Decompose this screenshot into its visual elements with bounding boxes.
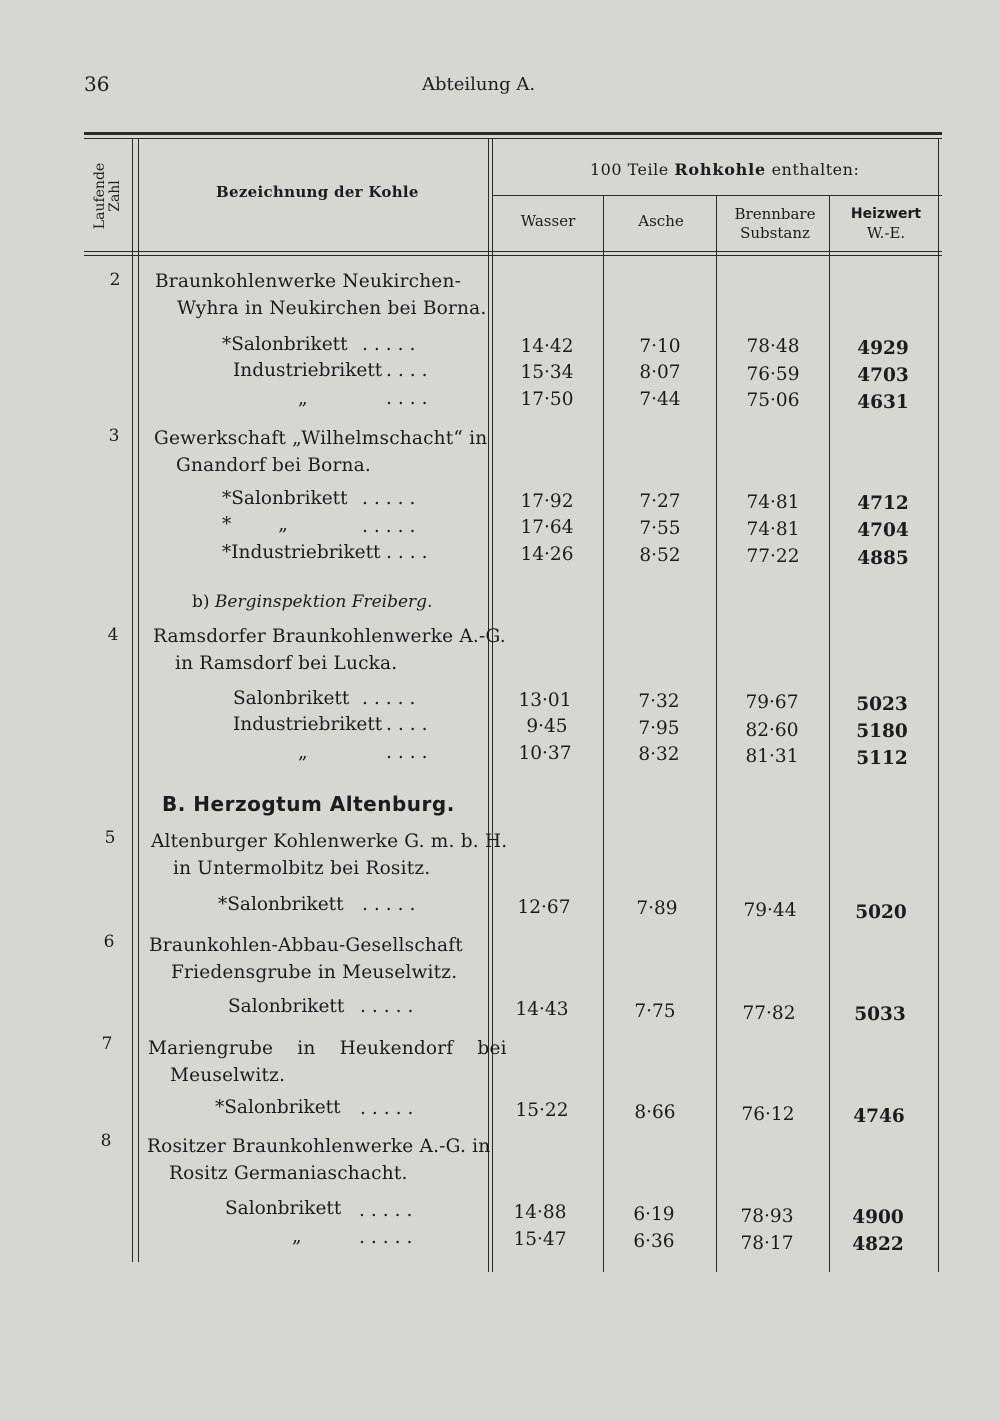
value-brennbare: 78·93 <box>740 1206 794 1227</box>
col-divider <box>829 195 830 1272</box>
value-brennbare: 77·82 <box>742 1003 796 1024</box>
value-heizwert: 5023 <box>856 694 908 715</box>
value-asche: 7·27 <box>639 491 681 512</box>
value-brennbare: 79·67 <box>745 692 799 713</box>
value-wasser: 17·64 <box>520 517 574 538</box>
value-brennbare: 76·59 <box>746 364 800 385</box>
product-name: Industriebrikett <box>233 714 383 735</box>
col-divider <box>603 195 604 1272</box>
header-bottom-rule <box>84 251 942 252</box>
header-laufende-zahl-text: Laufende Zahl <box>92 162 124 230</box>
leader-dots: ..... <box>362 334 422 355</box>
product-name: *Salonbrikett <box>222 334 348 355</box>
entry-number: 8 <box>100 1131 112 1151</box>
value-brennbare: 76·12 <box>741 1104 795 1125</box>
value-asche: 7·10 <box>639 336 681 357</box>
value-wasser: 17·50 <box>520 389 574 410</box>
header-group-label <box>590 160 859 179</box>
value-wasser: 15·47 <box>513 1229 567 1250</box>
value-wasser: 15·34 <box>520 362 574 383</box>
col-divider <box>488 138 489 1272</box>
leader-dots: .... <box>386 360 434 381</box>
header-wasser: Wasser <box>520 212 576 230</box>
col-divider <box>132 138 133 1262</box>
value-wasser: 14·88 <box>513 1202 567 1223</box>
header-bezeichnung: Bezeichnung der Kohle <box>216 183 419 201</box>
group-header-rule <box>492 195 942 196</box>
value-brennbare: 74·81 <box>746 519 800 540</box>
value-wasser: 14·42 <box>520 336 574 357</box>
subsection-heading: b) Berginspektion Freiberg. <box>192 592 433 612</box>
col-divider <box>492 138 493 1272</box>
product-name: „ <box>298 388 308 409</box>
value-wasser: 14·43 <box>515 999 569 1020</box>
entry-number: 3 <box>108 426 120 446</box>
header-laufende-zahl <box>84 142 132 250</box>
product-name: Salonbrikett <box>233 688 350 709</box>
entry-company: Braunkohlenwerke Neukirchen- Wyhra in Neukirchen bei Borna. <box>155 271 487 319</box>
product-name: *Industriebrikett <box>222 542 381 563</box>
leader-dots: .... <box>386 388 434 409</box>
section-heading: B. Herzogtum Altenburg. <box>162 792 455 816</box>
value-wasser: 15·22 <box>515 1100 569 1121</box>
value-brennbare: 75·06 <box>746 390 800 411</box>
value-asche: 7·95 <box>638 718 680 739</box>
header-group-suffix: enthalten: <box>771 160 860 179</box>
table-top-rule <box>84 132 942 135</box>
value-brennbare: 82·60 <box>745 720 799 741</box>
value-brennbare: 81·31 <box>745 746 799 767</box>
product-name: *Salonbrikett <box>215 1097 341 1118</box>
value-heizwert: 4885 <box>857 548 909 569</box>
entry-company: Ramsdorfer Braunkohlenwerke A.-G. in Ramsdorf bei Lucka. <box>153 626 506 674</box>
value-asche: 6·36 <box>633 1231 675 1252</box>
value-heizwert: 4712 <box>857 493 909 514</box>
leader-dots: .... <box>386 742 434 763</box>
product-name: „ <box>298 742 308 763</box>
header-bottom-rule-2 <box>84 255 942 256</box>
value-wasser: 14·26 <box>520 544 574 565</box>
value-brennbare: 78·17 <box>740 1233 794 1254</box>
value-brennbare: 77·22 <box>746 546 800 567</box>
value-asche: 8·32 <box>638 744 680 765</box>
value-brennbare: 78·48 <box>746 336 800 357</box>
value-brennbare: 74·81 <box>746 492 800 513</box>
entry-number: 7 <box>101 1034 113 1054</box>
product-name: *Salonbrikett <box>218 894 344 915</box>
value-wasser: 9·45 <box>526 716 568 737</box>
entry-company: Altenburger Kohlenwerke G. m. b. H. in Untermolbitz bei Rositz. <box>151 831 508 879</box>
value-heizwert: 4929 <box>857 338 909 359</box>
leader-dots: ..... <box>360 1098 420 1119</box>
col-divider <box>938 138 939 1272</box>
page-title: Abteilung A. <box>422 74 536 95</box>
header-asche: Asche <box>638 212 684 230</box>
value-heizwert: 5033 <box>854 1004 906 1025</box>
value-heizwert: 5020 <box>855 902 907 923</box>
entry-number: 5 <box>104 828 116 848</box>
value-asche: 8·66 <box>634 1102 676 1123</box>
entry-company: Gewerkschaft „Wilhelmschacht“ in Gnandorf bei Borna. <box>154 428 488 476</box>
leader-dots: ..... <box>359 1227 419 1248</box>
value-heizwert: 4900 <box>852 1207 904 1228</box>
product-name: Salonbrikett <box>225 1198 342 1219</box>
value-heizwert: 5112 <box>856 748 908 769</box>
leader-dots: ..... <box>362 516 422 537</box>
page-number: 36 <box>84 72 110 96</box>
value-brennbare: 79·44 <box>743 900 797 921</box>
header-group-bold: Rohkohle <box>674 160 766 179</box>
entry-company: Mariengrube in Heukendorf bei Meuselwitz. <box>148 1038 507 1086</box>
leader-dots: ..... <box>362 488 422 509</box>
col-divider <box>716 195 717 1272</box>
value-wasser: 17·92 <box>520 491 574 512</box>
header-brennbare: Brennbare Substanz <box>734 205 816 242</box>
value-heizwert: 4746 <box>853 1106 905 1127</box>
product-name: „ <box>292 1226 302 1247</box>
header-heizwert: Heizwert W.-E. <box>850 206 922 242</box>
leader-dots: ..... <box>360 996 420 1017</box>
entry-number: 4 <box>107 625 119 645</box>
value-asche: 6·19 <box>633 1204 675 1225</box>
entry-company: Braunkohlen-Abbau-Gesellschaft Friedensgrube in Meuselwitz. <box>149 935 463 983</box>
value-heizwert: 4704 <box>857 520 909 541</box>
value-asche: 8·07 <box>639 362 681 383</box>
entry-number: 6 <box>103 932 115 952</box>
product-name: Salonbrikett <box>228 996 345 1017</box>
table-top-rule-thin <box>84 138 942 139</box>
product-name: *Salonbrikett <box>222 488 348 509</box>
value-asche: 7·32 <box>638 691 680 712</box>
leader-dots: .... <box>386 714 434 735</box>
leader-dots: ..... <box>359 1200 419 1221</box>
value-asche: 7·55 <box>639 518 681 539</box>
value-heizwert: 4631 <box>857 392 909 413</box>
value-asche: 7·89 <box>636 898 678 919</box>
value-heizwert: 5180 <box>856 721 908 742</box>
product-name: * „ <box>222 514 288 535</box>
value-asche: 7·44 <box>639 389 681 410</box>
leader-dots: ..... <box>362 688 422 709</box>
entry-number: 2 <box>109 270 121 290</box>
leader-dots: .... <box>386 542 434 563</box>
entry-company: Rositzer Braunkohlenwerke A.-G. in Rositz Germaniaschacht. <box>147 1136 491 1184</box>
leader-dots: ..... <box>362 894 422 915</box>
value-heizwert: 4822 <box>852 1234 904 1255</box>
value-wasser: 13·01 <box>518 690 572 711</box>
value-asche: 7·75 <box>634 1001 676 1022</box>
value-wasser: 10·37 <box>518 743 572 764</box>
col-divider <box>138 138 139 1262</box>
value-asche: 8·52 <box>639 545 681 566</box>
value-heizwert: 4703 <box>857 365 909 386</box>
product-name: Industriebrikett <box>233 360 383 381</box>
header-group-prefix: 100 Teile <box>590 160 669 179</box>
value-wasser: 12·67 <box>517 897 571 918</box>
